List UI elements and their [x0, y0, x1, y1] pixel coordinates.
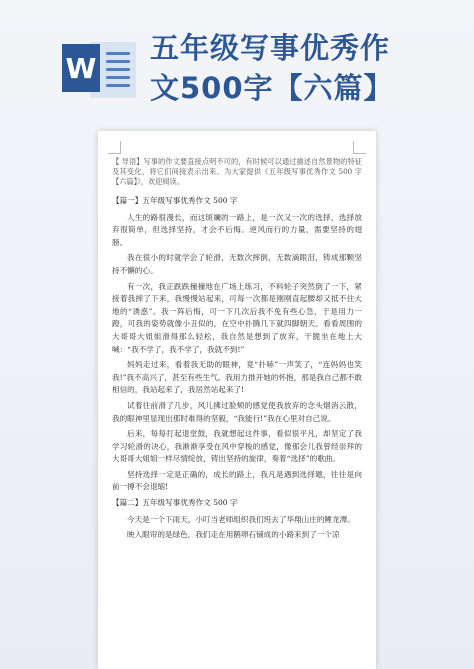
header-banner — [0, 0, 474, 110]
word-icon — [62, 36, 138, 102]
guide-paragraph: 【 导语】写事的作文要直接点明不可的，有时候可以通过描述自然景物的特征及其变化，将它们间接表示出来。为大家提供《五年级写事优秀作文 500 字【六篇】》，欢迎阅读。 — [112, 157, 362, 186]
body-paragraph: 我在很小的时就学会了轮滑，无数次摔倒，无数滴眼泪，铸成那颗坚持不懈的心。 — [112, 253, 362, 275]
section-heading: 【篇二】五年级写事优秀作文 500 字 — [112, 498, 238, 508]
page-corner-mark — [353, 141, 366, 154]
body-paragraph: 后来，每每打起退堂鼓，我就想起这件事，看似很平凡，却坚定了我学习轮滑的决心，我渐渐享受在风中穿梭的感觉，像那会儿我曾经崇拜的大哥哥大姐姐一样尽情绽放，铸出坚持的旋律，奏着“选择”的歌曲。 — [112, 429, 362, 464]
document-page — [98, 131, 376, 669]
body-paragraph: 人生的路很漫长，而这斑斓的一路上，是一次又一次的选择，选择放弃很简单，但选择坚持，才会不后悔。逆风而行的力量，需要坚持的翅膀。 — [112, 212, 362, 247]
body-paragraph: 试着往前滑了几步，风儿拂过脸颊的感觉使我放弃的念头烟消云散，我的眼神里显现出那时难得的坚毅，“我能行!”我在心里对自己说。 — [112, 400, 362, 423]
body-paragraph: 坚持选择一定是正确的，成长的路上，我凡是遇到选择题，往往是向前一搏不会退缩! — [112, 469, 362, 492]
body-paragraph: 今天是一个下雨天，小叮当老师组织我们班去了华翔山庄的鲤龙潭。 — [127, 514, 355, 524]
page-title — [150, 28, 470, 108]
title-line-2: 文500字【六篇】 — [150, 71, 394, 105]
page-corner-mark — [108, 141, 121, 154]
body-paragraph: 妈妈走过来，看着我无助的眼神，竟“扑哧”一声笑了，“连妈妈也笑我!”我不高兴了，甚至有些生气。我用力推开她的怀抱，那是我自己都不敢相信的，我站起来了，我居然站起来了! — [112, 360, 362, 395]
document-content — [112, 157, 362, 545]
body-paragraph: 有一次，我正跌跌撞撞地在广场上练习，不料轮子突然倒了一下，紧接着我摔了下来，我慢慢站起来，可每一次都是刚刚直起腰却又抵不住大地的“诱惑”。我一阵后悔，可一下几次后我不免有些心急，于是用力一蹬，可我的姿势就像小丑似的，在空中扑腾几下就四脚朝天。看看周围的大哥哥大姐姐滑得那么轻松，我自然是想到了放弃，干脆坐在地上大喊：“我不学了，我不学了，我就不到!” — [112, 281, 362, 354]
title-line-1: 五年级写事优秀作 — [150, 31, 391, 65]
word-logo-letter: W — [62, 44, 100, 92]
body-paragraph: 映入眼帘的是绿色，我们走在用鹅卵石铺成的小路来到了一个凉 — [127, 530, 340, 540]
section-heading: 【篇一】五年级写事优秀作文 500 字 — [112, 196, 238, 205]
